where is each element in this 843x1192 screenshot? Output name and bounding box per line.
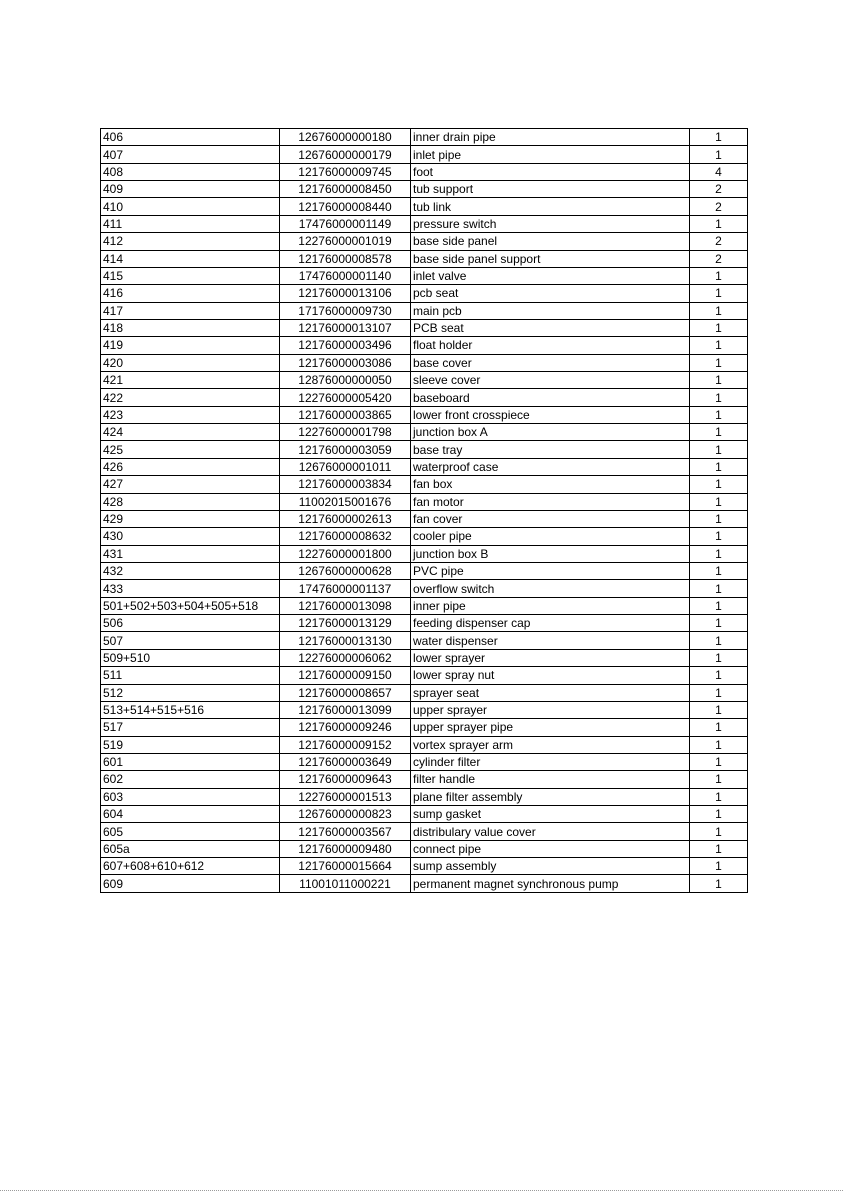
position-number-cell: 519 <box>101 736 280 753</box>
part-code-cell: 12176000013129 <box>280 615 411 632</box>
part-code-cell: 12176000008578 <box>280 250 411 267</box>
position-number-cell: 415 <box>101 267 280 284</box>
quantity-cell: 1 <box>690 510 748 527</box>
part-code-cell: 12176000009246 <box>280 719 411 736</box>
quantity-cell: 1 <box>690 615 748 632</box>
table-row <box>101 424 748 441</box>
part-name-cell: waterproof case <box>411 458 690 475</box>
position-number-cell: 409 <box>101 181 280 198</box>
part-name-cell: cylinder filter <box>411 753 690 770</box>
part-code-cell: 12676000000179 <box>280 146 411 163</box>
quantity-cell: 1 <box>690 129 748 146</box>
quantity-cell: 1 <box>690 736 748 753</box>
parts-list-table <box>100 128 748 893</box>
table-row <box>101 580 748 597</box>
table-row <box>101 736 748 753</box>
position-number-cell: 427 <box>101 476 280 493</box>
quantity-cell: 1 <box>690 580 748 597</box>
quantity-cell: 1 <box>690 840 748 857</box>
table-row <box>101 181 748 198</box>
part-code-cell: 17476000001137 <box>280 580 411 597</box>
part-code-cell: 12176000008450 <box>280 181 411 198</box>
part-name-cell: sump assembly <box>411 858 690 875</box>
table-row <box>101 771 748 788</box>
table-row <box>101 615 748 632</box>
position-number-cell: 411 <box>101 215 280 232</box>
position-number-cell: 408 <box>101 163 280 180</box>
table-row <box>101 823 748 840</box>
quantity-cell: 2 <box>690 233 748 250</box>
part-name-cell: cooler pipe <box>411 528 690 545</box>
part-name-cell: overflow switch <box>411 580 690 597</box>
part-code-cell: 12176000003567 <box>280 823 411 840</box>
table-row <box>101 545 748 562</box>
table-row <box>101 476 748 493</box>
part-code-cell: 12676000001011 <box>280 458 411 475</box>
quantity-cell: 1 <box>690 424 748 441</box>
position-number-cell: 512 <box>101 684 280 701</box>
position-number-cell: 509+510 <box>101 649 280 666</box>
part-code-cell: 12176000009480 <box>280 840 411 857</box>
position-number-cell: 428 <box>101 493 280 510</box>
part-name-cell: tub link <box>411 198 690 215</box>
table-row <box>101 389 748 406</box>
part-code-cell: 12276000001800 <box>280 545 411 562</box>
part-code-cell: 11002015001676 <box>280 493 411 510</box>
part-name-cell: upper sprayer pipe <box>411 719 690 736</box>
quantity-cell: 1 <box>690 823 748 840</box>
part-name-cell: lower spray nut <box>411 667 690 684</box>
position-number-cell: 517 <box>101 719 280 736</box>
position-number-cell: 605a <box>101 840 280 857</box>
table-row <box>101 354 748 371</box>
quantity-cell: 1 <box>690 753 748 770</box>
part-code-cell: 12276000006062 <box>280 649 411 666</box>
quantity-cell: 1 <box>690 354 748 371</box>
part-code-cell: 12176000009745 <box>280 163 411 180</box>
position-number-cell: 601 <box>101 753 280 770</box>
part-name-cell: inner drain pipe <box>411 129 690 146</box>
part-name-cell: water dispenser <box>411 632 690 649</box>
part-name-cell: pcb seat <box>411 285 690 302</box>
part-name-cell: PCB seat <box>411 319 690 336</box>
position-number-cell: 422 <box>101 389 280 406</box>
position-number-cell: 433 <box>101 580 280 597</box>
position-number-cell: 418 <box>101 319 280 336</box>
quantity-cell: 1 <box>690 146 748 163</box>
part-name-cell: junction box B <box>411 545 690 562</box>
position-number-cell: 426 <box>101 458 280 475</box>
table-row <box>101 562 748 579</box>
part-code-cell: 12176000008440 <box>280 198 411 215</box>
quantity-cell: 2 <box>690 250 748 267</box>
position-number-cell: 501+502+503+504+505+518 <box>101 597 280 614</box>
part-name-cell: lower sprayer <box>411 649 690 666</box>
part-code-cell: 12176000003649 <box>280 753 411 770</box>
part-code-cell: 17476000001149 <box>280 215 411 232</box>
part-code-cell: 17476000001140 <box>280 267 411 284</box>
quantity-cell: 1 <box>690 302 748 319</box>
part-code-cell: 12176000008632 <box>280 528 411 545</box>
part-name-cell: sump gasket <box>411 806 690 823</box>
table-row <box>101 701 748 718</box>
table-row <box>101 458 748 475</box>
table-row <box>101 840 748 857</box>
part-name-cell: plane filter assembly <box>411 788 690 805</box>
table-row <box>101 632 748 649</box>
part-code-cell: 12176000009150 <box>280 667 411 684</box>
part-name-cell: inner pipe <box>411 597 690 614</box>
table-row <box>101 129 748 146</box>
quantity-cell: 1 <box>690 632 748 649</box>
table-row <box>101 215 748 232</box>
quantity-cell: 1 <box>690 788 748 805</box>
position-number-cell: 417 <box>101 302 280 319</box>
position-number-cell: 513+514+515+516 <box>101 701 280 718</box>
table-row <box>101 198 748 215</box>
table-row <box>101 510 748 527</box>
position-number-cell: 425 <box>101 441 280 458</box>
table-row <box>101 267 748 284</box>
table-row <box>101 493 748 510</box>
quantity-cell: 1 <box>690 493 748 510</box>
quantity-cell: 1 <box>690 806 748 823</box>
part-name-cell: tub support <box>411 181 690 198</box>
part-code-cell: 12176000002613 <box>280 510 411 527</box>
part-code-cell: 12676000000180 <box>280 129 411 146</box>
position-number-cell: 605 <box>101 823 280 840</box>
position-number-cell: 507 <box>101 632 280 649</box>
part-code-cell: 12176000013107 <box>280 319 411 336</box>
table-row <box>101 667 748 684</box>
part-name-cell: base side panel <box>411 233 690 250</box>
quantity-cell: 1 <box>690 476 748 493</box>
table-row <box>101 285 748 302</box>
part-name-cell: upper sprayer <box>411 701 690 718</box>
part-name-cell: fan motor <box>411 493 690 510</box>
part-name-cell: lower front crosspiece <box>411 406 690 423</box>
part-name-cell: permanent magnet synchronous pump <box>411 875 690 892</box>
part-code-cell: 12176000013099 <box>280 701 411 718</box>
quantity-cell: 2 <box>690 181 748 198</box>
position-number-cell: 603 <box>101 788 280 805</box>
part-code-cell: 12176000003059 <box>280 441 411 458</box>
part-code-cell: 12676000000628 <box>280 562 411 579</box>
position-number-cell: 421 <box>101 372 280 389</box>
part-name-cell: fan cover <box>411 510 690 527</box>
table-row <box>101 163 748 180</box>
table-row <box>101 806 748 823</box>
part-code-cell: 12276000001019 <box>280 233 411 250</box>
quantity-cell: 1 <box>690 267 748 284</box>
position-number-cell: 609 <box>101 875 280 892</box>
quantity-cell: 1 <box>690 372 748 389</box>
position-number-cell: 406 <box>101 129 280 146</box>
quantity-cell: 1 <box>690 285 748 302</box>
part-code-cell: 12176000013130 <box>280 632 411 649</box>
part-name-cell: sleeve cover <box>411 372 690 389</box>
table-row <box>101 302 748 319</box>
part-name-cell: inlet pipe <box>411 146 690 163</box>
part-code-cell: 12176000008657 <box>280 684 411 701</box>
part-name-cell: feeding dispenser cap <box>411 615 690 632</box>
quantity-cell: 1 <box>690 719 748 736</box>
part-name-cell: sprayer seat <box>411 684 690 701</box>
quantity-cell: 1 <box>690 337 748 354</box>
quantity-cell: 1 <box>690 406 748 423</box>
part-name-cell: foot <box>411 163 690 180</box>
table-row <box>101 649 748 666</box>
quantity-cell: 1 <box>690 858 748 875</box>
table-row <box>101 406 748 423</box>
position-number-cell: 414 <box>101 250 280 267</box>
table-row <box>101 684 748 701</box>
quantity-cell: 1 <box>690 649 748 666</box>
quantity-cell: 1 <box>690 458 748 475</box>
position-number-cell: 420 <box>101 354 280 371</box>
table-row <box>101 233 748 250</box>
table-row <box>101 319 748 336</box>
parts-list-body <box>101 129 748 893</box>
quantity-cell: 1 <box>690 667 748 684</box>
part-code-cell: 12176000003865 <box>280 406 411 423</box>
table-row <box>101 441 748 458</box>
part-code-cell: 12276000005420 <box>280 389 411 406</box>
position-number-cell: 431 <box>101 545 280 562</box>
part-name-cell: PVC pipe <box>411 562 690 579</box>
part-code-cell: 12176000003496 <box>280 337 411 354</box>
quantity-cell: 2 <box>690 198 748 215</box>
part-name-cell: junction box A <box>411 424 690 441</box>
part-name-cell: base cover <box>411 354 690 371</box>
part-name-cell: inlet valve <box>411 267 690 284</box>
position-number-cell: 429 <box>101 510 280 527</box>
quantity-cell: 1 <box>690 545 748 562</box>
quantity-cell: 1 <box>690 771 748 788</box>
part-name-cell: distribulary value cover <box>411 823 690 840</box>
table-row <box>101 146 748 163</box>
quantity-cell: 1 <box>690 319 748 336</box>
position-number-cell: 506 <box>101 615 280 632</box>
part-code-cell: 17176000009730 <box>280 302 411 319</box>
quantity-cell: 1 <box>690 562 748 579</box>
position-number-cell: 432 <box>101 562 280 579</box>
part-name-cell: main pcb <box>411 302 690 319</box>
position-number-cell: 430 <box>101 528 280 545</box>
position-number-cell: 607+608+610+612 <box>101 858 280 875</box>
quantity-cell: 1 <box>690 441 748 458</box>
part-code-cell: 12176000009152 <box>280 736 411 753</box>
part-code-cell: 12276000001513 <box>280 788 411 805</box>
page-bottom-divider <box>0 1190 843 1191</box>
table-row <box>101 250 748 267</box>
part-code-cell: 12176000009643 <box>280 771 411 788</box>
table-row <box>101 372 748 389</box>
part-name-cell: fan box <box>411 476 690 493</box>
quantity-cell: 1 <box>690 389 748 406</box>
quantity-cell: 1 <box>690 875 748 892</box>
position-number-cell: 424 <box>101 424 280 441</box>
position-number-cell: 416 <box>101 285 280 302</box>
table-row <box>101 528 748 545</box>
part-name-cell: float holder <box>411 337 690 354</box>
part-name-cell: filter handle <box>411 771 690 788</box>
table-row <box>101 597 748 614</box>
quantity-cell: 1 <box>690 528 748 545</box>
quantity-cell: 1 <box>690 597 748 614</box>
part-code-cell: 12176000003086 <box>280 354 411 371</box>
position-number-cell: 419 <box>101 337 280 354</box>
table-row <box>101 875 748 892</box>
position-number-cell: 412 <box>101 233 280 250</box>
table-row <box>101 337 748 354</box>
table-row <box>101 788 748 805</box>
quantity-cell: 4 <box>690 163 748 180</box>
position-number-cell: 602 <box>101 771 280 788</box>
part-name-cell: base tray <box>411 441 690 458</box>
position-number-cell: 604 <box>101 806 280 823</box>
part-code-cell: 12676000000823 <box>280 806 411 823</box>
position-number-cell: 410 <box>101 198 280 215</box>
position-number-cell: 407 <box>101 146 280 163</box>
table-row <box>101 753 748 770</box>
part-name-cell: baseboard <box>411 389 690 406</box>
part-name-cell: vortex sprayer arm <box>411 736 690 753</box>
table-row <box>101 858 748 875</box>
part-name-cell: pressure switch <box>411 215 690 232</box>
part-name-cell: base side panel support <box>411 250 690 267</box>
part-code-cell: 12176000015664 <box>280 858 411 875</box>
position-number-cell: 423 <box>101 406 280 423</box>
part-code-cell: 12876000000050 <box>280 372 411 389</box>
part-code-cell: 11001011000221 <box>280 875 411 892</box>
quantity-cell: 1 <box>690 701 748 718</box>
position-number-cell: 511 <box>101 667 280 684</box>
quantity-cell: 1 <box>690 215 748 232</box>
table-row <box>101 719 748 736</box>
part-code-cell: 12176000013106 <box>280 285 411 302</box>
part-code-cell: 12176000003834 <box>280 476 411 493</box>
part-name-cell: connect pipe <box>411 840 690 857</box>
part-code-cell: 12176000013098 <box>280 597 411 614</box>
quantity-cell: 1 <box>690 684 748 701</box>
part-code-cell: 12276000001798 <box>280 424 411 441</box>
